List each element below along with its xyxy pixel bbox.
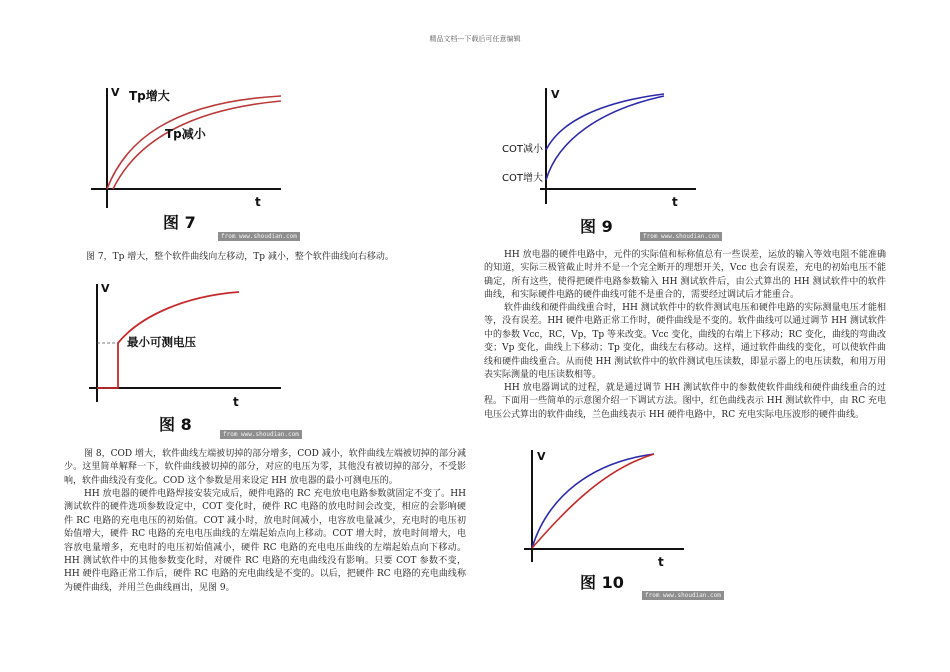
fig9-label-cot-small: COT减小 [502, 144, 543, 155]
fig7-curve-tp-big [107, 96, 281, 189]
fig7-title: 图 7 [163, 213, 196, 232]
fig8-v-label: V [101, 282, 110, 295]
figure-7 [85, 82, 315, 238]
fig9-v-label: V [551, 88, 560, 101]
fig7-watermark: from www.shoudian.com [218, 232, 300, 241]
figure-9 [500, 82, 700, 238]
figure-8 [85, 278, 315, 436]
fig7-label-tp-small: Tp减小 [165, 127, 206, 141]
fig9-axes [540, 88, 696, 204]
right-paragraph-1: HH 放电器的硬件电路中，元件的实际值和标称值总有一些误差，运放的输入等效电阻不能准确的知道，实际三极管截止时并不是一个完全断开的理想开关，Vcc 也会有误差，充电的初始电压不能确定，所有这些，使得把硬件电路参数输入 HH 测试软件后，由公式算出的 HH 测试软件中的软件曲线，和实际硬件电路的硬件曲线可能不是重合的，需要经过调试后才能重合。 [484, 250, 886, 301]
fig9-title: 图 9 [580, 217, 613, 236]
fig7-curve-tp-small [113, 101, 281, 189]
figure-10 [520, 444, 690, 596]
fig7-caption: 图 7，Tp 增大，整个软件曲线向左移动，Tp 减小，整个软件曲线向右移动。 [86, 252, 394, 262]
fig9-curve-cot-big [546, 96, 664, 180]
fig7-label-tp-big: Tp增大 [129, 89, 170, 103]
fig9-curve-cot-small [546, 94, 664, 150]
fig8-t-label: t [233, 395, 239, 409]
left-paragraph-2: HH 放电器的硬件电路焊接安装完成后，硬件电路的 RC 充电放电电路参数就固定不变了。HH 测试软件的硬件选项参数设定中，COT 变化时，硬件 RC 电路的放电时间会改变，相应的会影响硬件 RC 电路的充电电压的初始值。COT 减小时，放电时间减小，电容放电量减少，充电时的电压初始值增大，硬件 RC 电路的充电电压曲线的左端起始点向上移动。COT 增大时，放电时间增大，电容放电量增多，充电时的电压初始值减小，硬件 RC 电路的充电电压曲线的左端起始点向下移动。HH 测试软件中的其他参数变化时，对硬件 RC 电路的充电曲线没有影响。只要 COT 参数不变，HH 硬件电路正常工作后，硬件 RC 电路的充电曲线是不变的。以后，把硬件 RC 电路的充电曲线称为硬件曲线，并用兰色曲线画出，见图 9。 [64, 489, 466, 593]
fig8-annotation: 最小可测电压 [127, 335, 196, 349]
fig9-watermark: from www.shoudian.com [640, 232, 722, 241]
fig7-axes [91, 88, 281, 208]
fig10-t-label: t [658, 555, 664, 569]
fig10-software-curve [532, 454, 654, 548]
fig10-hardware-curve [532, 454, 654, 548]
page-header: 精品文档---下载后可任意编辑 [429, 35, 521, 43]
fig10-watermark: from www.shoudian.com [642, 591, 724, 600]
right-paragraph-2: 软件曲线和硬件曲线重合时，HH 测试软件中的软件测试电压和硬件电路的实际测量电压才能相等，没有误差。HH 硬件电路正常工作时，硬件曲线是不变的。软件曲线可以通过调节 HH 测试软件中的参数 Vcc，RC，Vp，Tp 等来改变。Vcc 变化，曲线的右端上下移动；RC 变化，曲线的弯曲改变；Vp 变化，曲线上下移动；Tp 变化，曲线左右移动。这样，通过软件曲线的变化，可以使软件曲线和硬件曲线重合。从而使 HH 测试软件中的软件测试电压读数，即显示器上的电压读数，和用万用表实际测量的电压读数相等。 [484, 303, 886, 381]
fig7-t-label: t [255, 195, 261, 209]
fig9-t-label: t [672, 195, 678, 209]
fig10-title: 图 10 [580, 573, 624, 592]
right-paragraph-3: HH 放电器调试的过程，就是通过调节 HH 测试软件中的参数使软件曲线和硬件曲线重合的过程。下面用一些简单的示意图介绍一下调试方法。图中，红色曲线表示 HH 测试软件中，由 RC 充电电压公式算出的软件曲线，兰色曲线表示 HH 硬件电路中，RC 充电实际电压波形的硬件曲线。 [484, 383, 886, 420]
left-paragraph-1: 图 8，COD 增大，软件曲线左端被切掉的部分增多，COD 减小，软件曲线左端被切掉的部分减少。这里简单解释一下，软件曲线被切掉的部分，对应的电压为零，其他没有被切掉的部分，不受影响，软件曲线没有变化。COD 这个参数是用来设定 HH 放电器的最小可测电压的。 [64, 449, 466, 486]
fig7-v-label: V [111, 86, 120, 99]
fig9-label-cot-big: COT增大 [502, 173, 543, 184]
fig10-v-label: V [537, 450, 546, 463]
fig8-title: 图 8 [159, 415, 192, 434]
fig8-watermark: from www.shoudian.com [220, 430, 302, 439]
